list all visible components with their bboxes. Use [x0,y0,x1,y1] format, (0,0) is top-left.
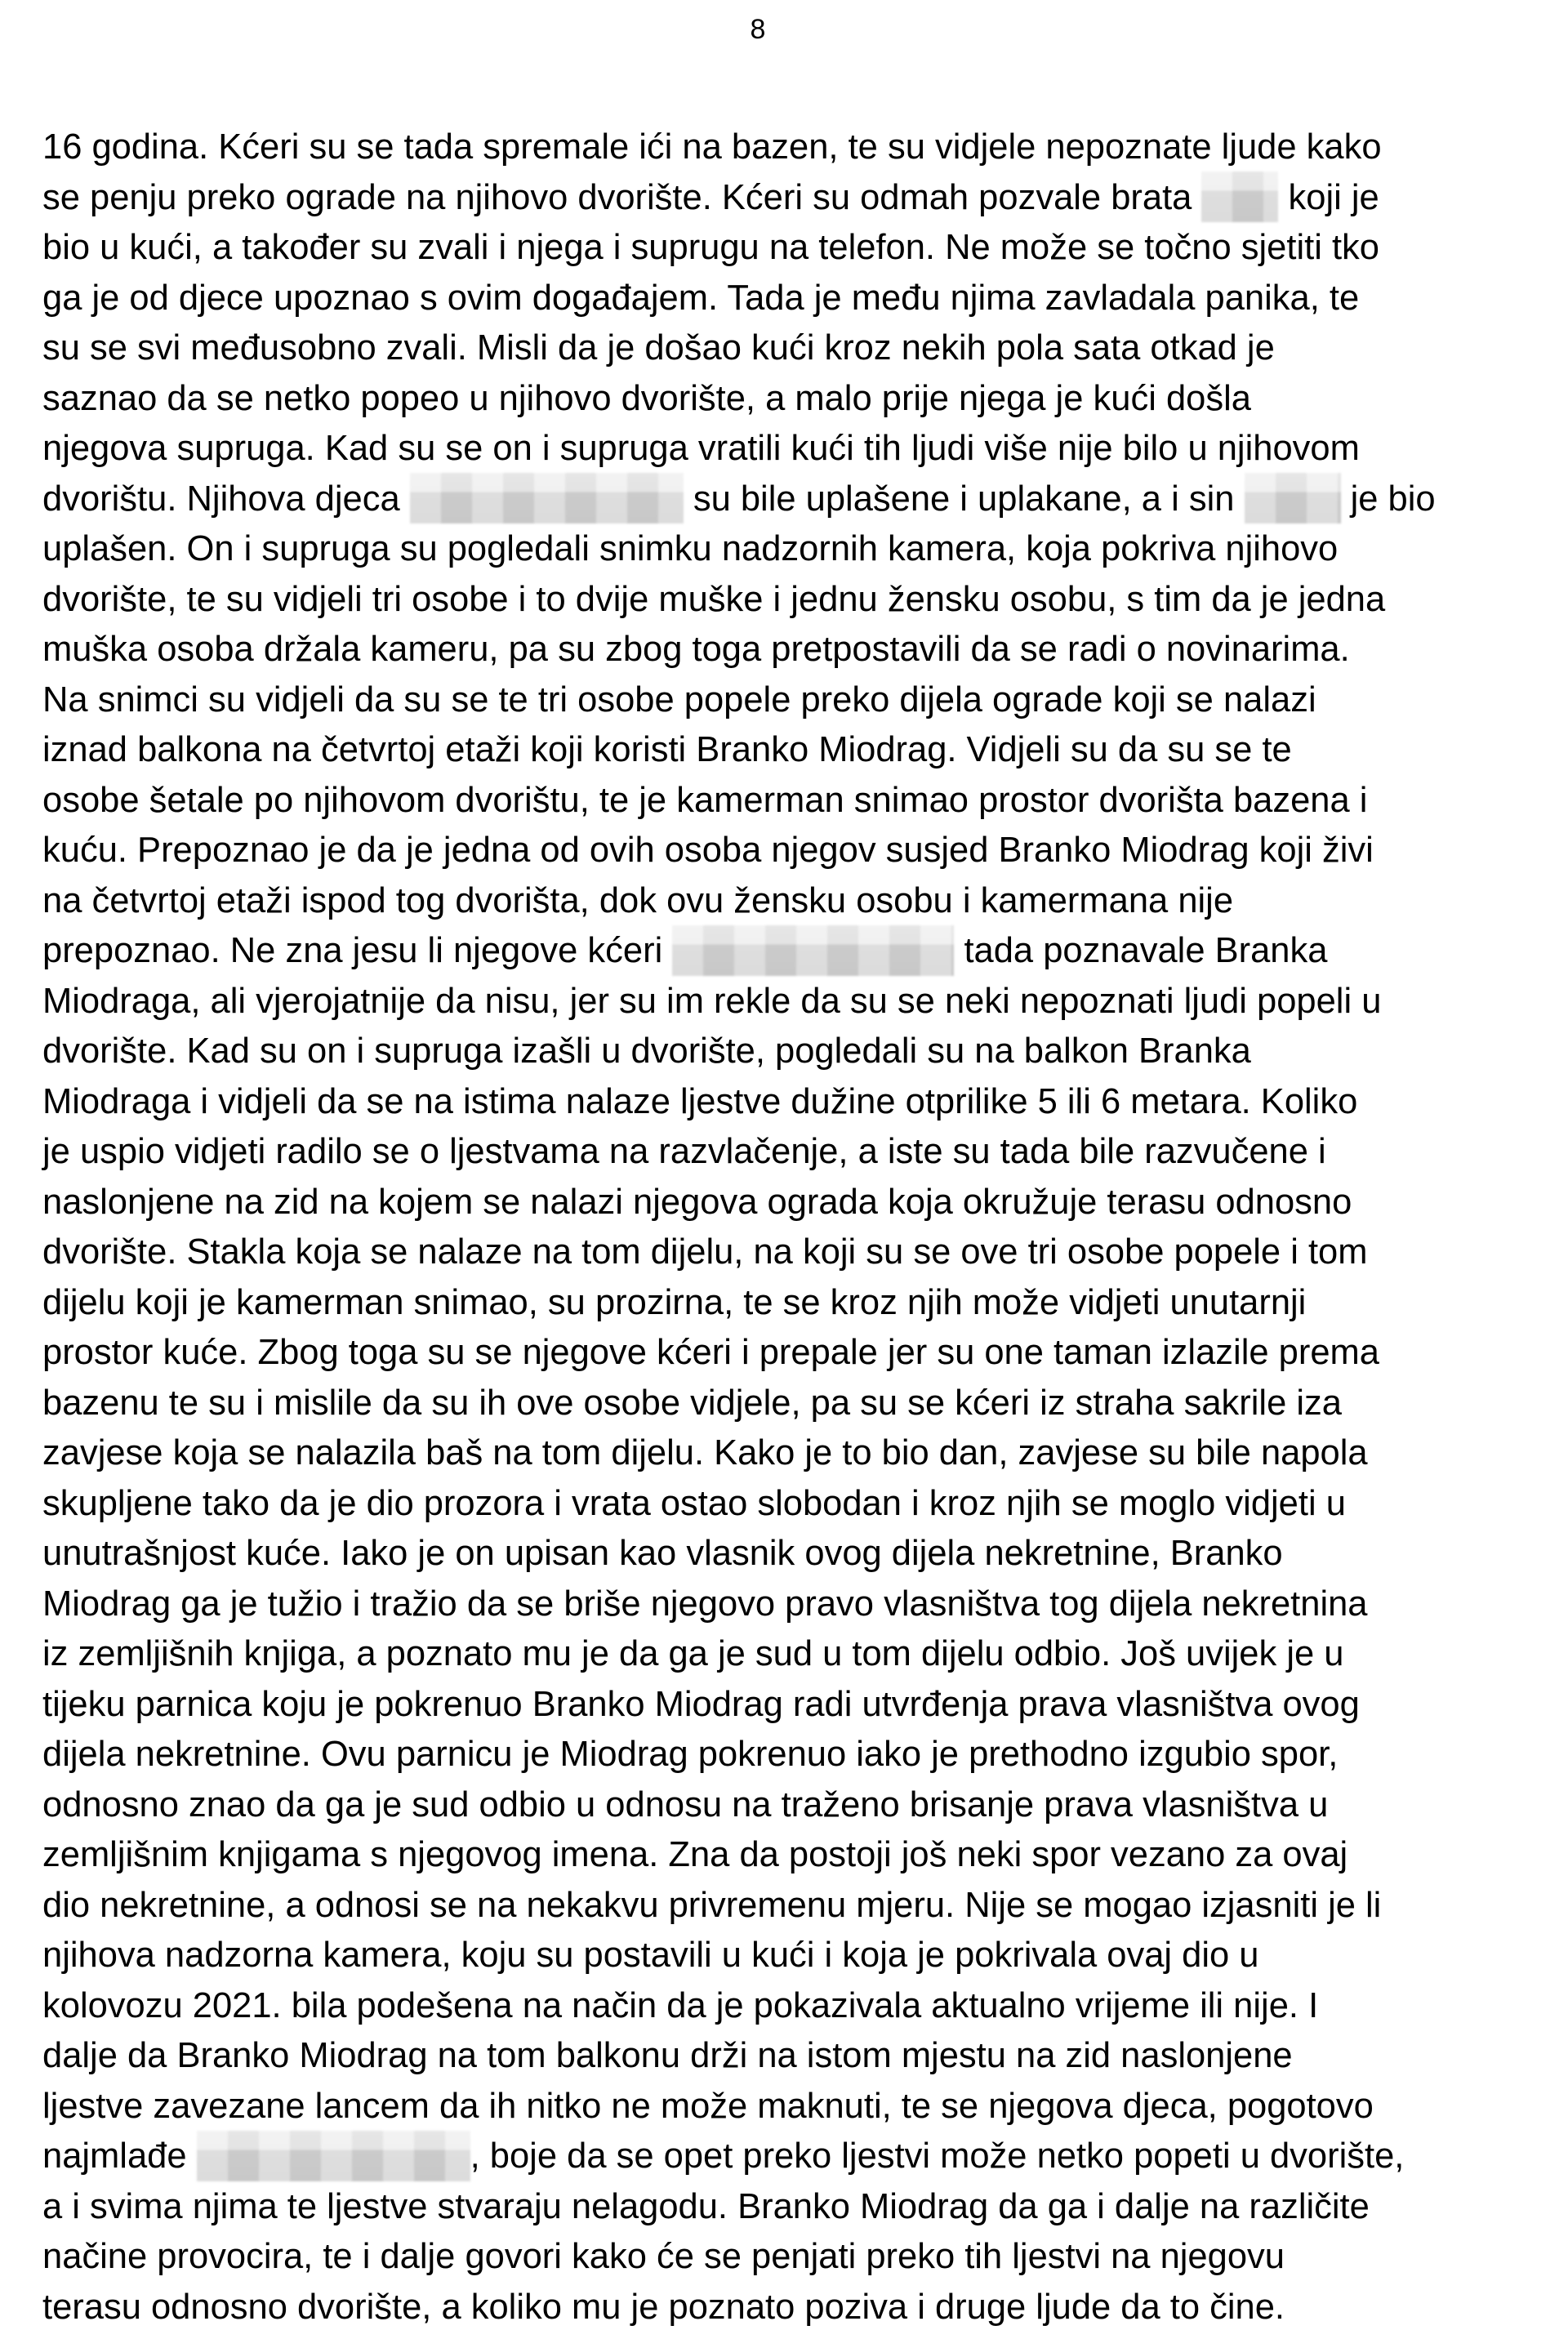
redacted-name [1201,172,1278,222]
text-line: na četvrtoj etaži ispod tog dvorišta, dok ovu žensku osobu i kamermana nije [42,880,1234,920]
text-segment: tada poznavale Branka [954,931,1328,970]
page-number: 8 [750,14,766,45]
text-line: zemljišnim knjigama s njegovog imena. Zna da postoji još neki spor vezano za ovaj [42,1835,1348,1874]
redacted-name [410,473,684,523]
text-line: terasu odnosno dvorište, a koliko mu je poznato poziva i druge ljude da to čine. [42,2287,1285,2327]
text-segment: najmlađe [42,2136,197,2176]
document-body [42,123,1475,2332]
text-line: skupljene tako da je dio prozora i vrata ostao slobodan i kroz njih se moglo vidjeti u [42,1483,1346,1523]
text-line: unutrašnjost kuće. Iako je on upisan kao vlasnik ovog dijela nekretnine, Branko [42,1534,1283,1573]
text-segment: koji je [1278,177,1379,217]
text-line: dvorište. Kad su on i supruga izašli u dvorište, pogledali su na balkon Branka [42,1031,1251,1071]
text-line: dijela nekretnine. Ovu parnicu je Miodrag pokrenuo iako je prethodno izgubio spor, [42,1735,1339,1774]
text-line: iznad balkona na četvrtoj etaži koji koristi Branko Miodrag. Vidjeli su da su se te [42,730,1292,769]
text-line: dijelu koji je kamerman snimao, su prozirna, te se kroz njih može vidjeti unutarnji [42,1282,1307,1322]
text-segment: je bio [1340,479,1436,519]
text-line: načine provocira, te i dalje govori kako će se penjati preko tih ljestvi na njegovu [42,2237,1285,2276]
text-line: dio nekretnine, a odnosi se na nekakvu privremenu mjeru. Nije se mogao izjasniti je li [42,1885,1382,1925]
text-line: 16 godina. Kćeri su se tada spremale ići na bazen, te su vidjele nepoznate ljude kako [42,127,1382,167]
text-line [42,173,1475,224]
text-segment: se penju preko ograde na njihovo dvorište. Kćeri su odmah pozvale brata [42,177,1202,217]
redacted-name [197,2131,470,2181]
text-line: prostor kuće. Zbog toga su se njegove kćeri i prepale jer su one taman izlazile prema [42,1333,1379,1372]
text-line: Na snimci su vidjeli da su se te tri osobe popele preko dijela ograde koji se nalazi [42,679,1316,720]
text-line: osobe šetale po njihovom dvorištu, te je kamerman snimao prostor dvorišta bazena i [42,780,1368,820]
text-line: iz zemljišnih knjiga, a poznato mu je da ga je sud u tom dijelu odbio. Još uvijek je u [42,1634,1344,1673]
text-segment: dvorištu. Njihova djeca [42,479,410,519]
text-line [42,474,1475,525]
text-line: ljestve zavezane lancem da ih nitko ne može maknuti, te se njegova djeca, pogotovo [42,2086,1374,2126]
text-line: bazenu te su i mislile da su ih ove osobe vidjele, pa su se kćeri iz straha sakrile iza [42,1383,1342,1423]
text-segment: , boje da se opet preko ljestvi može netko popeti u dvorište, [470,2136,1405,2176]
text-segment: su bile uplašene i uplakane, a i sin [683,479,1245,519]
text-line: odnosno znao da ga je sud odbio u odnosu na traženo brisanje prava vlasništva u [42,1784,1329,1824]
text-line: tijeku parnica koju je pokrenuo Branko Miodrag radi utvrđenja prava vlasništva ovog [42,1684,1360,1724]
text-line: Miodraga, ali vjerojatnije da nisu, jer su im rekle da su se neki nepoznati ljudi popeli u [42,981,1382,1021]
text-line: bio u kući, a također su zvali i njega i suprugu na telefon. Ne može se točno sjetiti tko [42,228,1379,267]
text-line: ga je od djece upoznao s ovim događajem. Tada je među njima zavladala panika, te [42,278,1360,318]
text-line [42,926,1475,977]
text-line: Miodraga i vidjeli da se na istima nalaze ljestve dužine otprilike 5 ili 6 metara. Koliko [42,1081,1358,1121]
text-line [42,2132,1475,2182]
text-line: uplašen. On i supruga su pogledali snimku nadzornih kamera, koja pokriva njihovo [42,529,1339,568]
text-line: muška osoba držala kameru, pa su zbog toga pretpostavili da se radi o novinarima. [42,630,1350,669]
text-segment: prepoznao. Ne zna jesu li njegove kćeri [42,931,673,970]
text-line: dvorište. Stakla koja se nalaze na tom dijelu, na koji su se ove tri osobe popele i tom [42,1232,1368,1272]
text-line: dalje da Branko Miodrag na tom balkonu drži na istom mjestu na zid naslonjene [42,2036,1293,2075]
redacted-name [1245,473,1341,523]
text-line: dvorište, te su vidjeli tri osobe i to dvije muške i jednu žensku osobu, s tim da je jedna [42,579,1386,619]
text-line: njihova nadzorna kamera, koju su postavili u kući i koja je pokrivala ovaj dio u [42,1936,1259,1975]
text-line: je uspio vidjeti radilo se o ljestvama na razvlačenje, a iste su tada bile razvučene i [42,1132,1326,1171]
text-line: kuću. Prepoznao je da je jedna od ovih osoba njegov susjed Branko Miodrag koji živi [42,831,1374,870]
text-line: zavjese koja se nalazila baš na tom dijelu. Kako je to bio dan, zavjese su bile napola [42,1433,1368,1472]
text-line: su se svi međusobno zvali. Misli da je došao kući kroz nekih pola sata otkad je [42,328,1275,368]
text-line: naslonjene na zid na kojem se nalazi njegova ograda koja okružuje terasu odnosno [42,1182,1352,1222]
text-line: a i svima njima te ljestve stvaraju nelagodu. Branko Miodrag da ga i dalje na različite [42,2186,1370,2226]
text-line: saznao da se netko popeo u njihovo dvorište, a malo prije njega je kući došla [42,378,1251,418]
text-line: Miodrag ga je tužio i tražio da se briše njegovo pravo vlasništva tog dijela nekretnina [42,1584,1368,1624]
text-line: kolovozu 2021. bila podešena na način da je pokazivala aktualno vrijeme ili nije. I [42,1985,1319,2025]
text-line: njegova supruga. Kad su se on i supruga vratili kući tih ljudi više nije bilo u njihovom [42,429,1360,468]
redacted-name [672,925,954,976]
